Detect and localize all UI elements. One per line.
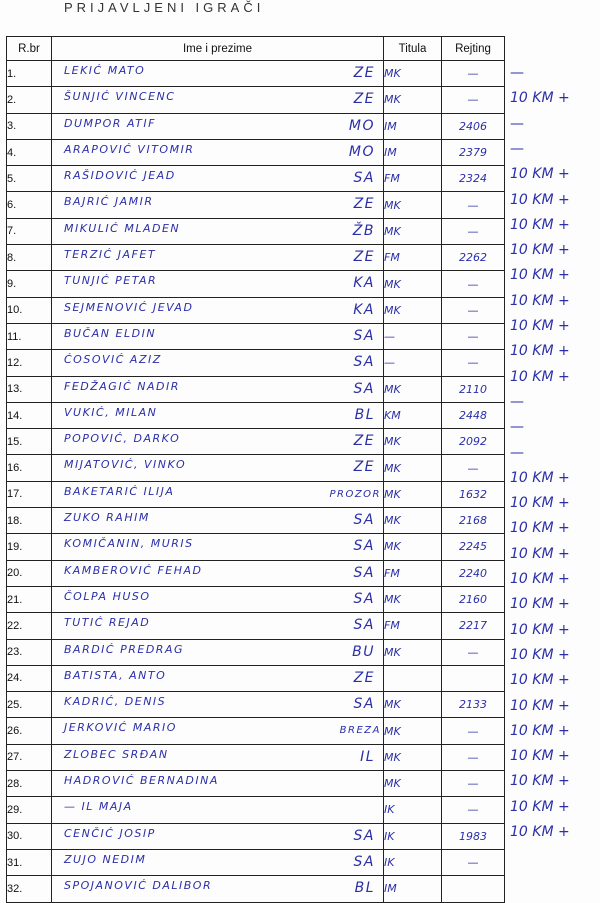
player-cell — [52, 692, 384, 718]
row-number: 12. — [7, 350, 52, 376]
player-name: BUČAN ELDIN — [64, 326, 157, 340]
player-titula: MK — [384, 744, 442, 770]
header-titula: Titula — [384, 37, 442, 61]
fee-note: 10 KM + — [510, 697, 570, 714]
player-rejting: 2245 — [442, 534, 505, 560]
player-name: RAŠIDOVIĆ JEAD — [64, 169, 176, 183]
player-name: BAKETARIĆ ILIJA — [64, 484, 175, 498]
player-cell — [52, 297, 384, 323]
player-name: ZUJO NEDIM — [64, 852, 147, 866]
player-city: ZE — [353, 669, 375, 686]
player-name: FEDŽAGIĆ NADIR — [64, 379, 180, 393]
player-name: TUNJIĆ PETAR — [64, 274, 158, 288]
player-name: BAJRIĆ JAMIR — [64, 195, 154, 209]
player-cell — [52, 639, 384, 665]
player-titula: MK — [384, 639, 442, 665]
table-row — [7, 849, 505, 875]
player-city: BL — [354, 406, 375, 423]
player-titula: MK — [384, 692, 442, 718]
player-cell — [52, 61, 384, 87]
player-cell — [52, 613, 384, 639]
table-row — [7, 61, 505, 87]
player-cell — [52, 455, 384, 481]
player-name: HADROVIĆ BERNADINA — [64, 774, 219, 788]
player-name: — IL MAJA — [64, 800, 133, 814]
player-titula: FM — [384, 613, 442, 639]
fee-note: — — [510, 444, 524, 461]
player-city: SA — [353, 590, 375, 607]
player-rejting: 2092 — [442, 429, 505, 455]
player-rejting: 1632 — [442, 481, 505, 507]
player-city: KA — [353, 301, 375, 318]
row-number: 20. — [7, 560, 52, 586]
player-cell — [52, 560, 384, 586]
player-name: VUKIĆ, MILAN — [64, 405, 158, 419]
header-rejting: Rejting — [442, 37, 505, 61]
player-titula: MK — [384, 218, 442, 244]
player-titula: MK — [384, 534, 442, 560]
player-city: SA — [353, 380, 375, 397]
player-rejting: 2262 — [442, 245, 505, 271]
fee-note: 10 KM + — [510, 90, 570, 107]
row-number: 32. — [7, 876, 52, 902]
player-titula: MK — [384, 718, 442, 744]
header-rbr: R.br — [7, 37, 52, 61]
player-titula: MK — [384, 508, 442, 534]
table-row — [7, 613, 505, 639]
player-titula: MK — [384, 61, 442, 87]
player-rejting: — — [442, 192, 505, 218]
fee-note: — — [510, 115, 524, 132]
player-rejting: — — [442, 323, 505, 349]
player-city: ZE — [353, 65, 375, 81]
table-row — [7, 534, 505, 560]
fee-note: 10 KM + — [510, 824, 570, 840]
player-cell — [52, 218, 384, 244]
table-row — [7, 481, 505, 507]
player-titula: IM — [384, 139, 442, 165]
player-cell — [52, 323, 384, 349]
row-number: 17. — [7, 481, 52, 507]
fee-note: 10 KM + — [510, 292, 570, 309]
player-titula: FM — [384, 166, 442, 192]
table-row — [7, 718, 505, 744]
fee-note: 10 KM + — [510, 469, 570, 486]
fee-note: 10 KM + — [510, 748, 570, 765]
row-number: 25. — [7, 692, 52, 718]
player-titula: MK — [384, 297, 442, 323]
player-titula: FM — [384, 560, 442, 586]
player-rejting: — — [442, 87, 505, 113]
table-row — [7, 245, 505, 271]
table-row — [7, 876, 505, 902]
fee-note: 10 KM + — [510, 773, 570, 790]
table-row — [7, 271, 505, 297]
player-rejting: 2406 — [442, 113, 505, 139]
fee-note: — — [510, 419, 524, 436]
player-cell — [52, 376, 384, 402]
player-rejting: 2448 — [442, 402, 505, 428]
player-rejting: — — [442, 849, 505, 875]
player-city: SA — [353, 696, 375, 713]
row-number: 30. — [7, 823, 52, 849]
fee-note: 10 KM + — [510, 672, 570, 689]
table-header-row — [7, 37, 505, 61]
fee-note: 10 KM + — [510, 621, 570, 638]
player-cell — [52, 744, 384, 770]
player-titula: IK — [384, 849, 442, 875]
player-rejting: — — [442, 771, 505, 797]
table-row — [7, 376, 505, 402]
player-titula: IM — [384, 876, 442, 902]
player-rejting: — — [442, 797, 505, 823]
player-cell — [52, 481, 384, 507]
players-table — [6, 36, 505, 903]
row-number: 28. — [7, 771, 52, 797]
fee-note: 10 KM + — [510, 368, 570, 385]
player-name: POPOVIĆ, DARKO — [64, 432, 181, 446]
player-name: ČOLPA HUSO — [64, 589, 151, 603]
player-city: SA — [353, 354, 375, 371]
player-city: SA — [353, 170, 375, 187]
player-name: LEKIĆ MATO — [64, 64, 146, 77]
fee-note: 10 KM + — [510, 216, 570, 233]
table-row — [7, 192, 505, 218]
table-row — [7, 692, 505, 718]
table-row — [7, 639, 505, 665]
table-row — [7, 744, 505, 770]
player-cell — [52, 166, 384, 192]
header-name: Ime i prezime — [52, 37, 384, 61]
player-city: SA — [353, 617, 375, 634]
fee-note: 10 KM + — [510, 495, 570, 512]
fee-note: 10 KM + — [510, 191, 570, 208]
player-rejting: 2160 — [442, 586, 505, 612]
table-row — [7, 797, 505, 823]
table-row — [7, 113, 505, 139]
player-name: MIKULIĆ MLADEN — [64, 221, 181, 235]
row-number: 18. — [7, 508, 52, 534]
player-titula: — — [384, 323, 442, 349]
player-rejting: 2240 — [442, 560, 505, 586]
fee-note: 10 KM + — [510, 545, 570, 562]
table-row — [7, 429, 505, 455]
player-cell — [52, 586, 384, 612]
player-cell — [52, 771, 384, 797]
row-number: 9. — [7, 271, 52, 297]
player-city: KA — [353, 275, 375, 292]
player-name: ZLOBEC SRĐAN — [64, 747, 169, 761]
player-cell — [52, 113, 384, 139]
player-rejting: 2217 — [442, 613, 505, 639]
row-number: 1. — [7, 61, 52, 87]
player-name: BATISTA, ANTO — [64, 668, 167, 682]
player-city: MO — [348, 143, 375, 160]
player-cell — [52, 534, 384, 560]
row-number: 5. — [7, 166, 52, 192]
player-name: ĆOSOVIĆ AZIZ — [64, 353, 162, 367]
player-city: ZE — [353, 91, 375, 108]
player-cell — [52, 402, 384, 428]
row-number: 2. — [7, 87, 52, 113]
player-cell — [52, 797, 384, 823]
fee-note: — — [510, 140, 524, 157]
fee-note: 10 KM + — [510, 571, 570, 587]
player-name: MIJATOVIĆ, VINKO — [64, 458, 187, 472]
table-row — [7, 323, 505, 349]
player-cell — [52, 876, 384, 902]
player-titula: MK — [384, 586, 442, 612]
page-title: PRIJAVLJENI IGRAČI — [64, 0, 265, 15]
player-rejting: 2133 — [442, 692, 505, 718]
player-name: SEJMENOVIĆ JEVAD — [64, 300, 194, 314]
player-cell — [52, 139, 384, 165]
player-titula: IM — [384, 113, 442, 139]
row-number: 22. — [7, 613, 52, 639]
table-row — [7, 87, 505, 113]
player-city: SA — [353, 327, 375, 344]
player-name: KAMBEROVIĆ FEHAD — [64, 563, 203, 577]
player-cell — [52, 429, 384, 455]
row-number: 13. — [7, 376, 52, 402]
player-name: TERZIĆ JAFET — [64, 248, 157, 262]
table-row — [7, 166, 505, 192]
table-row — [7, 218, 505, 244]
fee-note: 10 KM + — [510, 646, 570, 663]
player-rejting: 2168 — [442, 508, 505, 534]
fee-note: 10 KM + — [510, 722, 570, 739]
player-name: JERKOVIĆ MARIO — [64, 721, 177, 735]
row-number: 27. — [7, 744, 52, 770]
table-row — [7, 402, 505, 428]
player-rejting: — — [442, 455, 505, 481]
row-number: 14. — [7, 402, 52, 428]
player-city: SA — [353, 827, 375, 844]
table-row — [7, 139, 505, 165]
table-row — [7, 455, 505, 481]
player-titula: MK — [384, 87, 442, 113]
player-cell — [52, 508, 384, 534]
player-titula: MK — [384, 771, 442, 797]
player-city: SA — [353, 853, 375, 870]
player-city: BU — [352, 643, 375, 660]
player-cell — [52, 192, 384, 218]
player-cell — [52, 718, 384, 744]
player-titula — [384, 665, 442, 691]
player-city: PROZOR — [329, 488, 381, 500]
fee-note: 10 KM + — [510, 242, 570, 259]
row-number: 10. — [7, 297, 52, 323]
table-row — [7, 823, 505, 849]
player-titula: IK — [384, 823, 442, 849]
row-number: 3. — [7, 113, 52, 139]
fee-note: 10 KM + — [510, 318, 570, 334]
player-name: ARAPOVIĆ VITOMIR — [64, 142, 195, 156]
fee-note — [510, 845, 600, 870]
row-number: 6. — [7, 192, 52, 218]
player-titula: — — [384, 350, 442, 376]
player-rejting: 1983 — [442, 823, 505, 849]
row-number: 23. — [7, 639, 52, 665]
player-city: ZE — [353, 196, 375, 213]
player-cell — [52, 665, 384, 691]
player-cell — [52, 350, 384, 376]
player-name: TUTIĆ REJAD — [64, 616, 151, 630]
row-number: 31. — [7, 849, 52, 875]
table-row — [7, 665, 505, 691]
row-number: 24. — [7, 665, 52, 691]
row-number: 16. — [7, 455, 52, 481]
player-titula: MK — [384, 455, 442, 481]
player-rejting: 2324 — [442, 166, 505, 192]
player-rejting: — — [442, 271, 505, 297]
player-rejting: — — [442, 718, 505, 744]
table-row — [7, 350, 505, 376]
table-row — [7, 586, 505, 612]
row-number: 15. — [7, 429, 52, 455]
fee-note: 10 KM + — [510, 596, 570, 613]
player-rejting: 2110 — [442, 376, 505, 402]
player-rejting: — — [442, 744, 505, 770]
player-name: CENČIĆ JOSIP — [64, 826, 156, 840]
row-number: 4. — [7, 139, 52, 165]
player-city: SA — [353, 538, 375, 555]
fee-note: — — [510, 393, 524, 410]
player-city: SA — [353, 564, 375, 581]
fee-note: 10 KM + — [510, 520, 570, 537]
row-number: 19. — [7, 534, 52, 560]
player-city: ŽB — [352, 222, 375, 239]
player-rejting: — — [442, 61, 505, 87]
player-name: DUMPOR ATIF — [64, 116, 156, 130]
player-name: BARDIĆ PREDRAG — [64, 642, 184, 656]
player-name: SPOJANOVIĆ DALIBOR — [64, 879, 213, 893]
table-row — [7, 560, 505, 586]
player-rejting: — — [442, 218, 505, 244]
player-titula: MK — [384, 429, 442, 455]
player-city: SA — [353, 512, 375, 529]
player-city: BL — [354, 880, 375, 897]
table-row — [7, 508, 505, 534]
table-row — [7, 297, 505, 323]
fee-note: 10 KM + — [510, 166, 570, 183]
row-number: 11. — [7, 323, 52, 349]
row-number: 21. — [7, 586, 52, 612]
player-titula: MK — [384, 192, 442, 218]
table-row — [7, 771, 505, 797]
player-rejting: 2379 — [442, 139, 505, 165]
player-cell — [52, 823, 384, 849]
player-titula: FM — [384, 245, 442, 271]
player-titula: MK — [384, 271, 442, 297]
row-number: 29. — [7, 797, 52, 823]
player-titula: MK — [384, 481, 442, 507]
player-rejting — [442, 665, 505, 691]
player-rejting: — — [442, 639, 505, 665]
player-cell — [52, 271, 384, 297]
player-titula: MK — [384, 376, 442, 402]
player-city: MO — [348, 117, 375, 134]
player-name: ŠUNJIĆ VINCENC — [64, 90, 176, 104]
player-name: KOMIČANIN, MURIS — [64, 537, 194, 551]
player-rejting: — — [442, 350, 505, 376]
player-name: KADRIĆ, DENIS — [64, 695, 167, 709]
player-city: IL — [360, 748, 375, 765]
player-cell — [52, 87, 384, 113]
player-city: ZE — [353, 249, 375, 266]
player-titula: IK — [384, 797, 442, 823]
fee-note: 10 KM + — [510, 267, 570, 284]
player-name: ZUKO RAHIM — [64, 511, 150, 525]
player-rejting — [442, 876, 505, 902]
player-cell — [52, 849, 384, 875]
fee-note: 10 KM + — [510, 343, 570, 360]
player-city: ZE — [353, 459, 375, 476]
row-number: 26. — [7, 718, 52, 744]
player-titula: KM — [384, 402, 442, 428]
row-number: 7. — [7, 218, 52, 244]
player-city: ZE — [353, 433, 375, 450]
fee-note: 10 KM + — [510, 798, 570, 815]
player-rejting: — — [442, 297, 505, 323]
player-cell — [52, 245, 384, 271]
row-number: 8. — [7, 245, 52, 271]
player-city: BREZA — [339, 725, 381, 737]
fee-note: — — [510, 65, 524, 81]
